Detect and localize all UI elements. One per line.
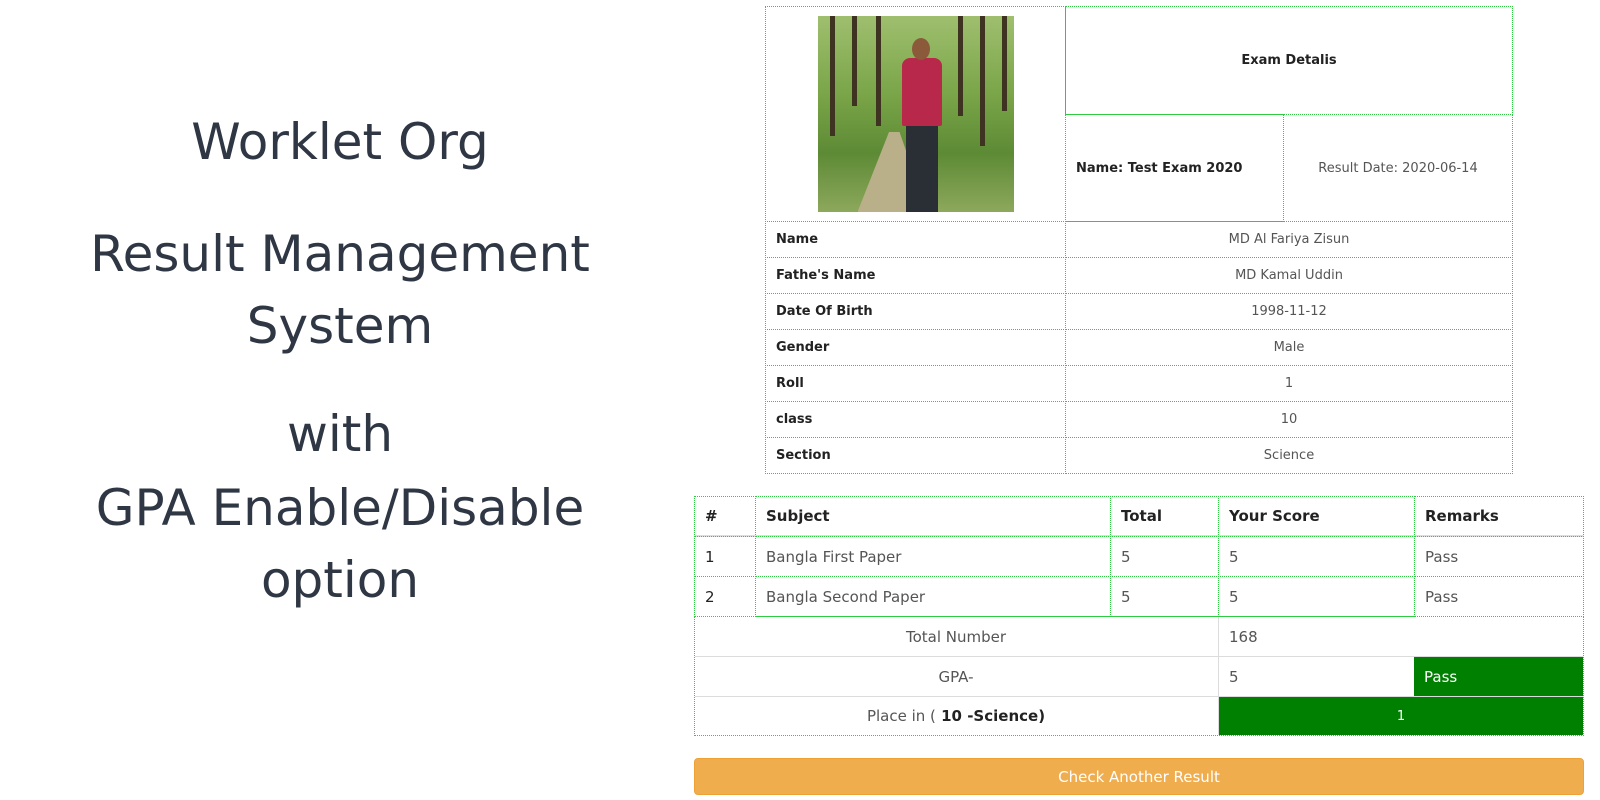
student-photo <box>818 16 1014 212</box>
info-value-class: 10 <box>1065 401 1513 438</box>
info-label-father: Fathe's Name <box>765 257 1066 294</box>
table-row-cell: 2 <box>694 576 756 617</box>
info-value-name: MD Al Fariya Zisun <box>1065 221 1513 258</box>
col-header-total: Total <box>1110 496 1219 537</box>
table-row-cell: 5 <box>1110 536 1219 577</box>
col-header-score: Your Score <box>1218 496 1415 537</box>
info-label-section: Section <box>765 437 1066 474</box>
gpa-remark-badge: Pass <box>1414 657 1583 696</box>
table-row-cell: 5 <box>1218 576 1415 617</box>
promo-line: Result Management <box>90 225 590 283</box>
exam-name: Name: Test Exam 2020 <box>1065 114 1284 222</box>
exam-details-header: Exam Detalis <box>1065 6 1513 115</box>
info-label-name: Name <box>765 221 1066 258</box>
student-info-table <box>765 6 1513 480</box>
gpa-value: 5 <box>1229 667 1239 686</box>
table-row-cell: Bangla First Paper <box>755 536 1111 577</box>
gpa-label: GPA- <box>938 667 974 686</box>
promo-line: with <box>286 405 394 463</box>
table-row-cell: Bangla Second Paper <box>755 576 1111 617</box>
table-row-cell: 5 <box>1110 576 1219 617</box>
place-value-badge: 1 <box>1219 697 1583 735</box>
place-group: 10 -Science) <box>935 707 1046 725</box>
total-number-value: 168 <box>1229 627 1258 646</box>
total-number-label: Total Number <box>905 627 1007 646</box>
info-label-roll: Roll <box>765 365 1066 402</box>
result-date: Result Date: 2020-06-14 <box>1283 114 1513 222</box>
info-value-gender: Male <box>1065 329 1513 366</box>
info-label-gender: Gender <box>765 329 1066 366</box>
promo-title: Worklet Org <box>191 113 489 171</box>
info-value-roll: 1 <box>1065 365 1513 402</box>
promo-line: System <box>246 297 434 355</box>
place-label <box>694 697 1218 735</box>
col-header-index: # <box>694 496 756 537</box>
table-row-cell: 1 <box>694 536 756 577</box>
photo-cell <box>765 6 1066 222</box>
place-prefix: Place in ( <box>866 707 936 725</box>
info-label-class: class <box>765 401 1066 438</box>
col-header-remarks: Remarks <box>1414 496 1584 537</box>
promo-line: option <box>260 551 420 609</box>
info-value-section: Science <box>1065 437 1513 474</box>
col-header-subject: Subject <box>755 496 1111 537</box>
table-row-cell: Pass <box>1414 536 1584 577</box>
info-label-dob: Date Of Birth <box>765 293 1066 330</box>
info-value-dob: 1998-11-12 <box>1065 293 1513 330</box>
check-another-result-button[interactable]: Check Another Result <box>694 758 1584 795</box>
promo-line: GPA Enable/Disable <box>95 479 585 537</box>
table-row-cell: Pass <box>1414 576 1584 617</box>
table-row-cell: 5 <box>1218 536 1415 577</box>
info-value-father: MD Kamal Uddin <box>1065 257 1513 294</box>
marks-table <box>694 496 1584 736</box>
